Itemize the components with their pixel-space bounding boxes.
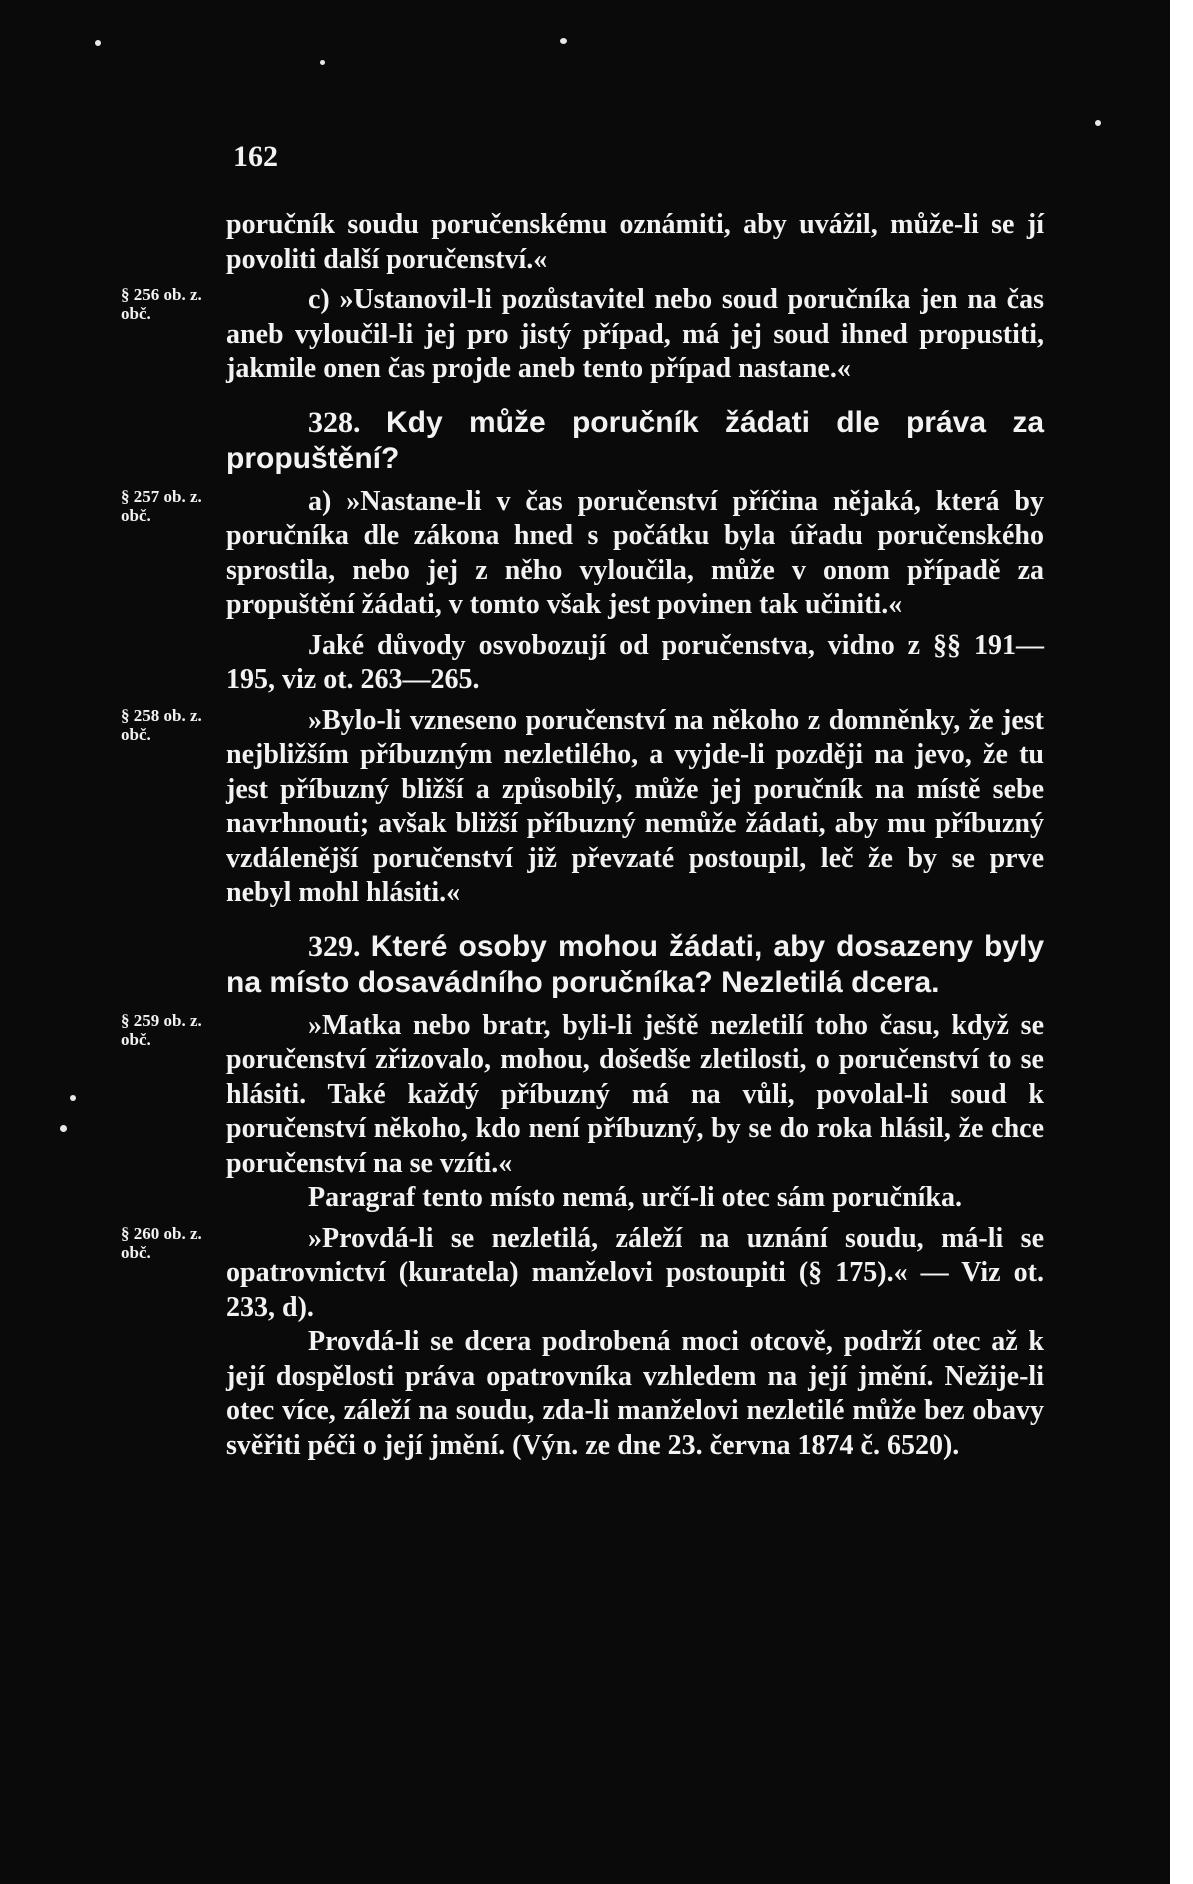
question-heading-329 <box>226 929 1044 1001</box>
scan-speck <box>320 60 325 65</box>
question-number: 328. <box>308 405 361 439</box>
paragraph-text: Provdá-li se dcera podrobená moci otcově, podrží otec až k její dospělosti práva opatrovníka vzhledem na její jmění. Nežije-li otec více, záleží na soudu, zda-li manželovi nezletilé může bez obavy svěřiti péči o její jmění. (Výn. ze dne 23. června 1874 č. 6520). <box>226 1326 1044 1461</box>
paragraph-daughter <box>226 1325 1044 1463</box>
page-number: 162 <box>233 140 278 173</box>
paragraph-258 <box>121 704 1044 911</box>
margin-ref-256: § 256 ob. z. obč. <box>121 285 202 323</box>
question-heading-328 <box>226 405 1044 477</box>
paragraph-text: »Provdá-li se nezletilá, záleží na uznání soudu, má-li se opatrovnictví (kuratela) manželovi postoupiti (§ 175).« — Viz ot. 233, d). <box>226 1222 1044 1323</box>
paragraph-guardian-note <box>226 1181 1044 1216</box>
paragraph-257 <box>121 485 1044 623</box>
scan-speck <box>1095 120 1101 126</box>
scan-speck <box>95 40 101 46</box>
margin-ref-258: § 258 ob. z. obč. <box>121 705 202 744</box>
paragraph-text: c) »Ustanovil-li pozůstavitel nebo soud poručníka jen na čas aneb vyloučil-li jej pro jistý případ, má jej soud ihned propustiti, jakmile onen čas projde aneb tento případ nastane.« <box>226 284 1044 384</box>
paragraph-text: a) »Nastane-li v čas poručenství příčina nějaká, která by poručníka dle zákona hned s počátku byla úřadu poručenského sprostila, nebo jej z něho vyloučila, může v onom případě za propuštění žádati, v tomto však jest povinen tak učiniti.« <box>226 485 1044 620</box>
scan-speck <box>70 1095 76 1101</box>
question-title: Kdy může poručník žádati dle práva za propuštění? <box>226 405 1045 475</box>
paragraph-text: »Bylo-li vzneseno poručenství na někoho z domněnky, že jest nejbližším příbuzným nezletilého, a vyjde-li později na jevo, že tu jest příbuzný bližší a způsobilý, může jej poručník na místě sebe navrhnouti; avšak bližší příbuzný nemůže žádati, aby mu příbuzný vzdálenější poručenství již převzaté postoupil, leč že by se prve nebyl mohl hlásiti.« <box>226 704 1044 908</box>
question-number: 329. <box>308 929 361 963</box>
scan-speck <box>560 38 567 44</box>
paragraph-260 <box>121 1222 1044 1326</box>
text-column <box>121 208 1045 1463</box>
paragraph-256 <box>121 283 1044 387</box>
paragraph-text: poručník soudu poručenskému oznámiti, aby uvážil, může-li se jí povoliti další poručenství.« <box>226 209 1044 275</box>
paragraph-text: Jaké důvody osvobozují od poručenstva, vidno z §§ 191—195, viz ot. 263—265. <box>226 629 1044 695</box>
paragraph-grounds <box>226 629 1044 698</box>
margin-ref-260: § 260 ob. z. obč. <box>121 1223 202 1262</box>
paragraph-text: »Matka nebo bratr, byli-li ještě nezletilí toho času, když se poručenství zřizovalo, mohou, došedše zletilosti, o poručenství to se hlásiti. Také každý příbuzný má na vůli, povolal-li soud k poručenství někoho, kdo není příbuzný, by se do roka hlásil, že chce poručenství na se vzíti.« <box>226 1009 1044 1179</box>
paragraph-259 <box>121 1009 1044 1182</box>
paragraph-continuation <box>226 208 1044 277</box>
margin-ref-257: § 257 ob. z. obč. <box>121 486 202 525</box>
scan-speck <box>60 1125 67 1132</box>
margin-ref-259: § 259 ob. z. obč. <box>121 1010 202 1049</box>
paragraph-text: Paragraf tento místo nemá, určí-li otec sám poručníka. <box>308 1182 962 1213</box>
question-title: Které osoby mohou žádati, aby dosazeny byly na místo dosavádního poručníka? Nezletilá dcera. <box>226 929 1045 999</box>
